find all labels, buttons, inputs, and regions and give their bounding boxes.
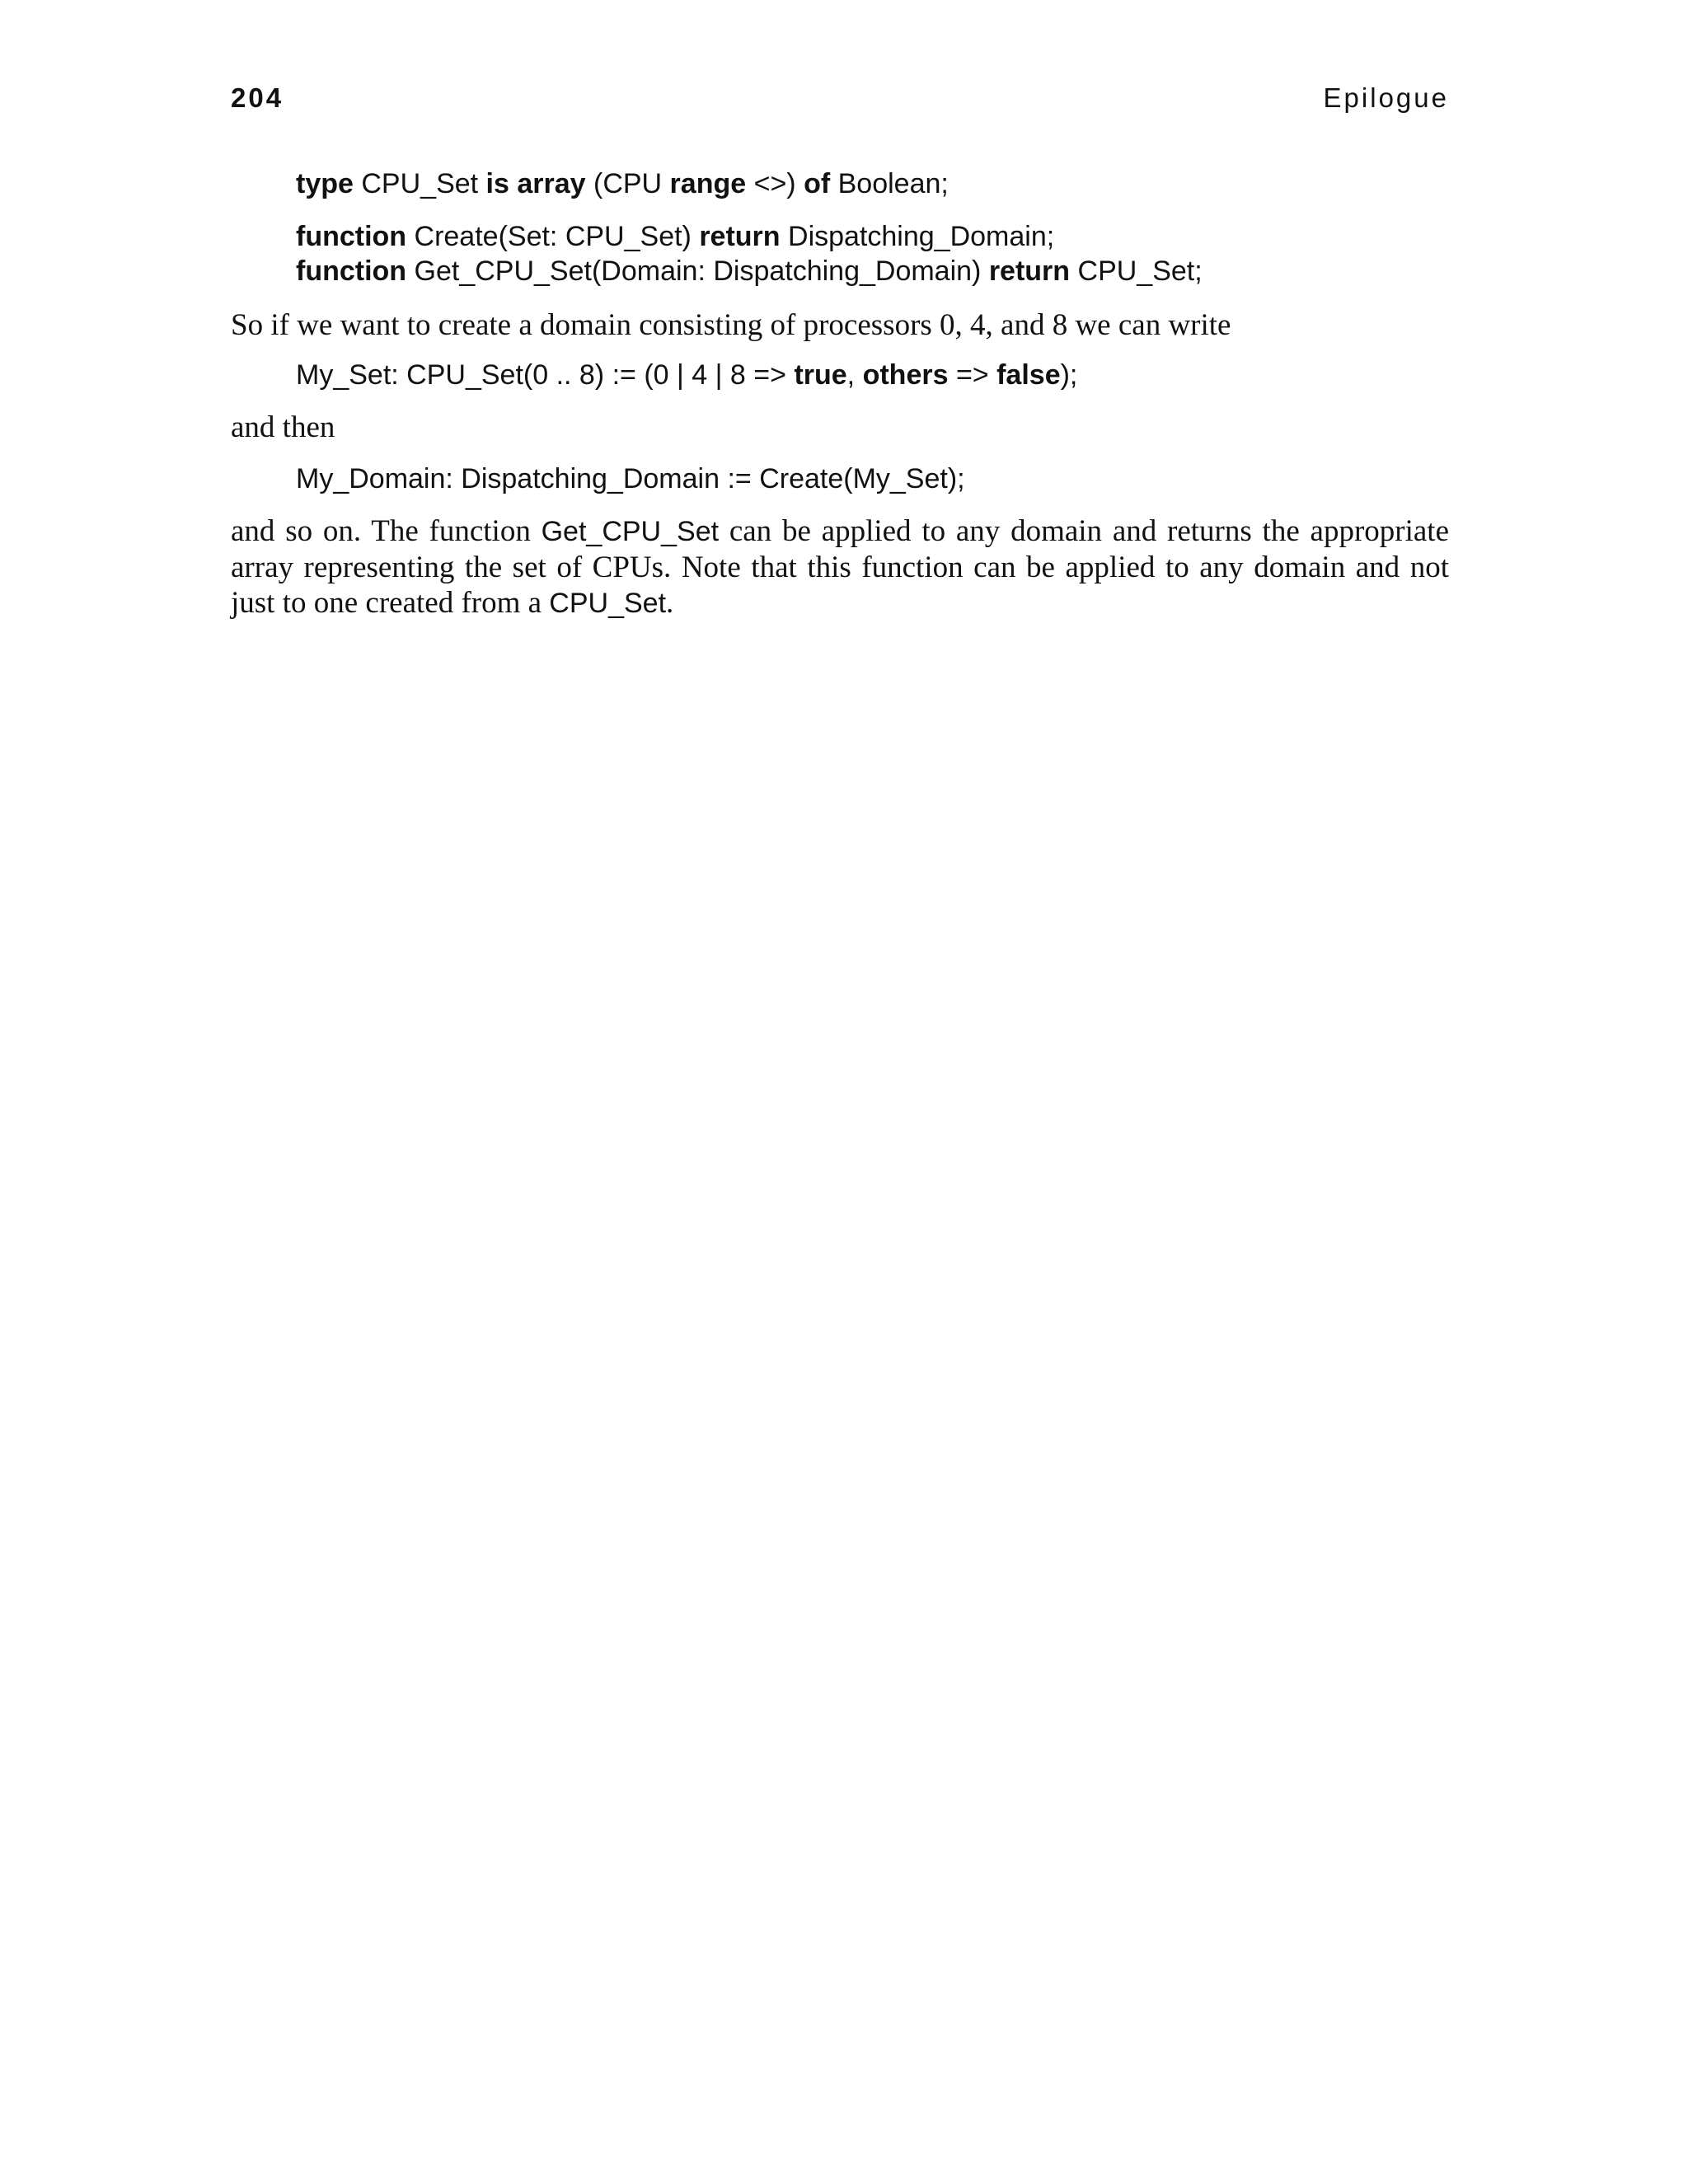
body-paragraph-2: and then xyxy=(231,410,335,444)
code-keyword: is array xyxy=(485,168,586,199)
code-line-my-domain: My_Domain: Dispatching_Domain := Create(My_Set); xyxy=(296,463,965,494)
code-text: Get_CPU_Set(Domain: Dispatching_Domain) xyxy=(406,255,989,287)
prose-text: can be applied to any domain and returns the appropriate array representing the set of CPUs. Note that this function can be applied to any domain and not just to one created from a xyxy=(231,514,1449,620)
code-keyword: range xyxy=(669,168,747,199)
code-text: <>) xyxy=(746,168,804,199)
code-text: CPU_Set; xyxy=(1070,255,1203,287)
code-line-get-cpu-set-decl xyxy=(296,254,1203,288)
code-text: , xyxy=(846,359,863,391)
inline-code-get-cpu-set: Get_CPU_Set xyxy=(541,516,720,547)
code-keyword: others xyxy=(862,359,949,391)
code-keyword: function xyxy=(296,255,407,287)
code-keyword: return xyxy=(699,221,781,252)
code-text: => xyxy=(948,359,997,391)
page-number: 204 xyxy=(231,82,284,113)
inline-code-cpu-set: CPU_Set xyxy=(549,588,667,619)
code-line-create-decl xyxy=(296,219,1054,254)
code-line-my-set xyxy=(296,358,1077,392)
body-paragraph-1: So if we want to create a domain consisting of processors 0, 4, and 8 we can write xyxy=(231,308,1231,342)
code-text: Create(Set: CPU_Set) xyxy=(406,221,700,252)
code-keyword: of xyxy=(804,168,831,199)
code-text: Boolean; xyxy=(830,168,949,199)
code-keyword: return xyxy=(988,255,1071,287)
running-header-title: Epilogue xyxy=(1323,82,1449,113)
code-keyword: false xyxy=(996,359,1061,391)
body-paragraph-3 xyxy=(231,513,1449,621)
code-keyword: function xyxy=(296,221,407,252)
code-text: My_Set: CPU_Set(0 .. 8) := (0 | 4 | 8 => xyxy=(296,359,795,391)
code-text: (CPU xyxy=(585,168,670,199)
prose-text: . xyxy=(666,586,674,620)
code-text: CPU_Set xyxy=(353,168,486,199)
code-keyword: true xyxy=(794,359,847,391)
code-keyword: type xyxy=(296,168,354,199)
code-line-type-decl xyxy=(296,166,949,201)
code-text: ); xyxy=(1060,359,1078,391)
code-text: Dispatching_Domain; xyxy=(780,221,1055,252)
prose-text: and so on. The function xyxy=(231,514,542,548)
